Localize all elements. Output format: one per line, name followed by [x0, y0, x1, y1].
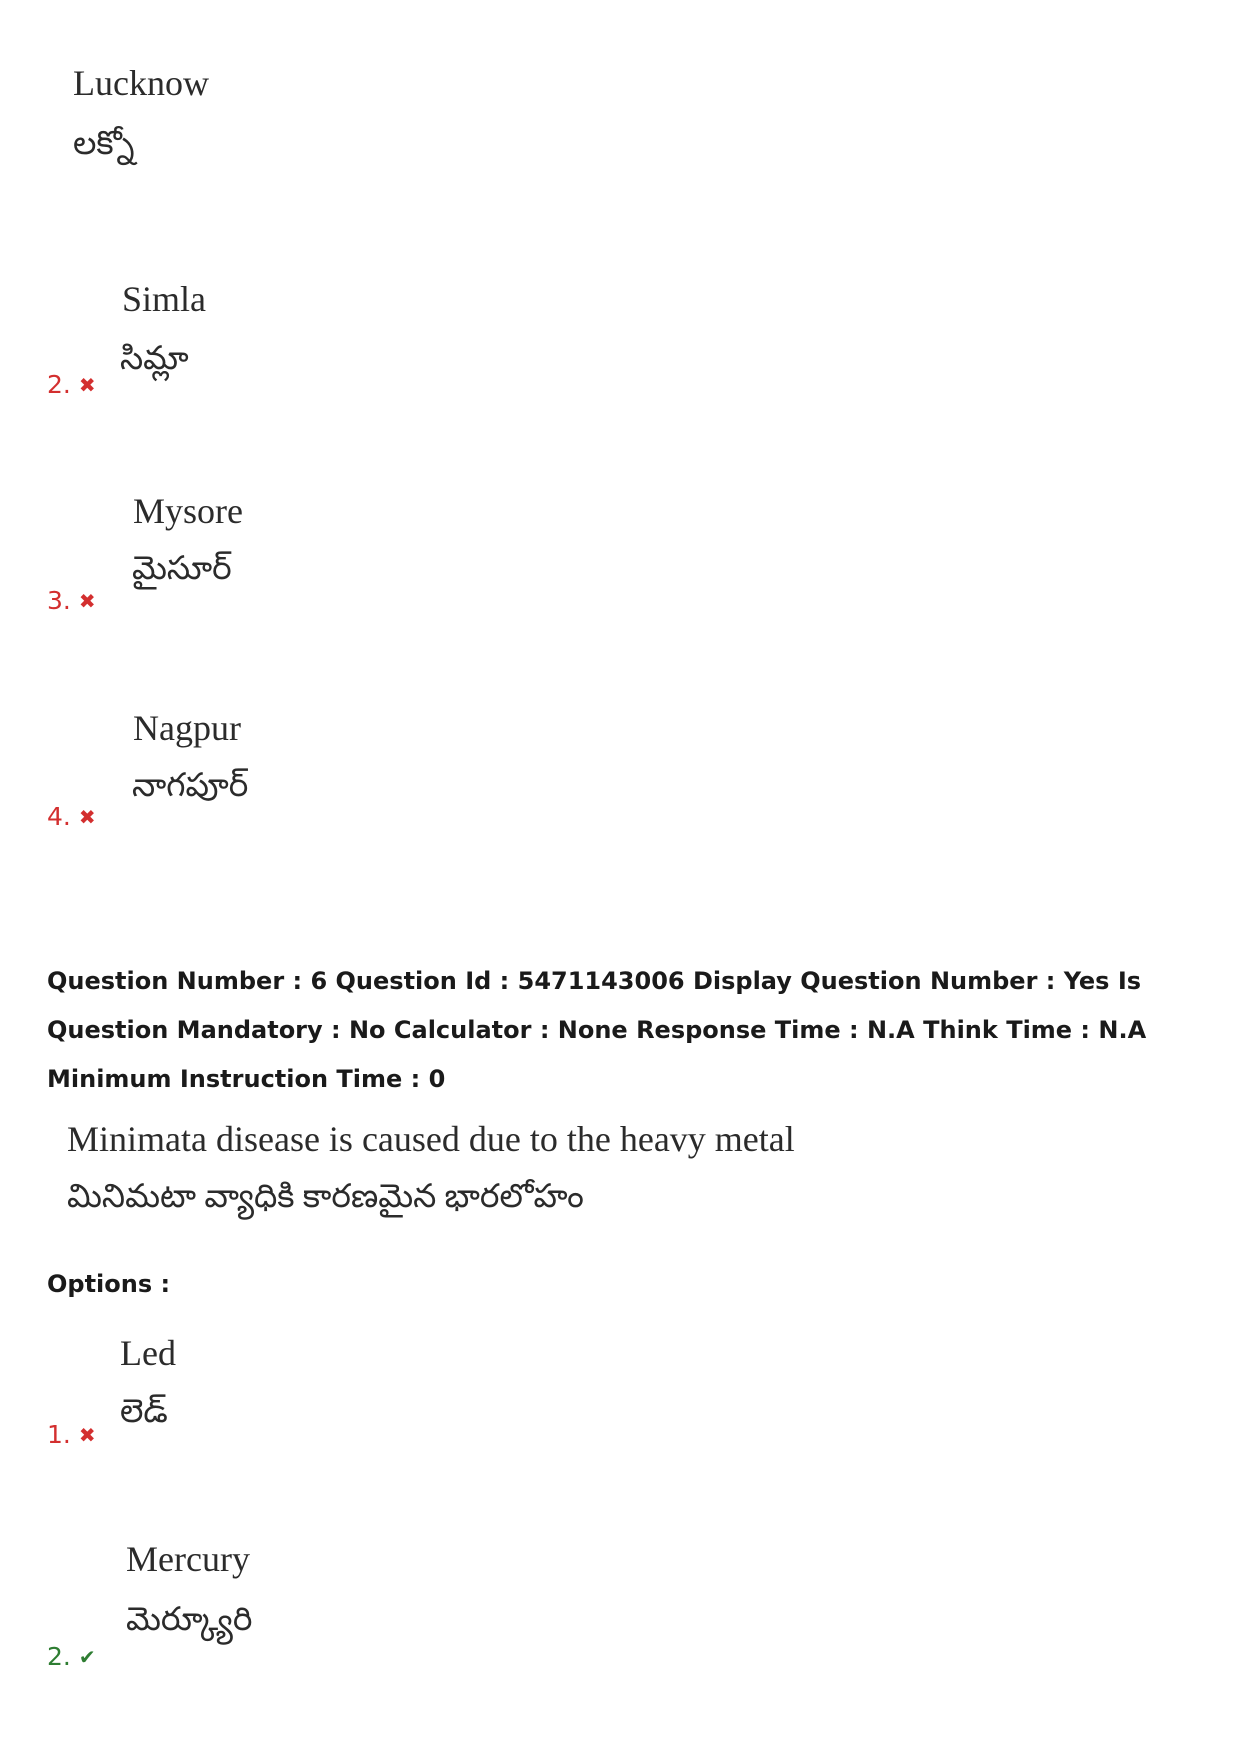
option-number-label: 3. — [47, 586, 71, 615]
option-telugu: మైసూర్ — [132, 551, 232, 587]
option-english: Nagpur — [133, 708, 241, 748]
cross-icon: ✖ — [78, 805, 96, 829]
option-number-label: 4. — [47, 802, 71, 831]
option-english: Mysore — [133, 491, 243, 531]
option-english: Simla — [122, 279, 207, 319]
option-number — [47, 370, 96, 399]
option-number-label: 2. — [47, 1642, 71, 1671]
question-text-telugu: మినిమటా వ్యాధికి కారణమైన భారలోహం — [67, 1179, 584, 1215]
option-number — [47, 586, 96, 615]
cross-icon: ✖ — [78, 1423, 96, 1447]
option-telugu: లెడ్ — [120, 1394, 168, 1430]
option-telugu: సిమ్లా — [120, 341, 189, 377]
option-english: Lucknow — [73, 63, 209, 103]
option-telugu: లక్నో — [73, 126, 135, 162]
option-number-label: 2. — [47, 370, 71, 399]
option-english: Mercury — [126, 1539, 250, 1579]
question-meta: Question Number : 6 Question Id : 5471143006 Display Question Number : Yes Is Question Mandatory : No Calculator : None Response Time : N.A Think Time : N.A Minimum Instruction Time : 0 — [47, 967, 1147, 1093]
option-english: Led — [120, 1333, 176, 1373]
option-telugu: మెర్క్యూరి — [126, 1602, 253, 1638]
option-number — [47, 1420, 96, 1449]
cross-icon: ✖ — [78, 589, 96, 613]
question-text-english: Minimata disease is caused due to the heavy metal — [67, 1119, 795, 1159]
options-label: Options : — [47, 1270, 171, 1298]
option-number — [47, 1642, 96, 1671]
option-telugu: నాగపూర్ — [132, 768, 249, 804]
option-number — [47, 802, 96, 831]
check-icon: ✔ — [78, 1645, 96, 1669]
cross-icon: ✖ — [78, 373, 96, 397]
option-number-label: 1. — [47, 1420, 71, 1449]
